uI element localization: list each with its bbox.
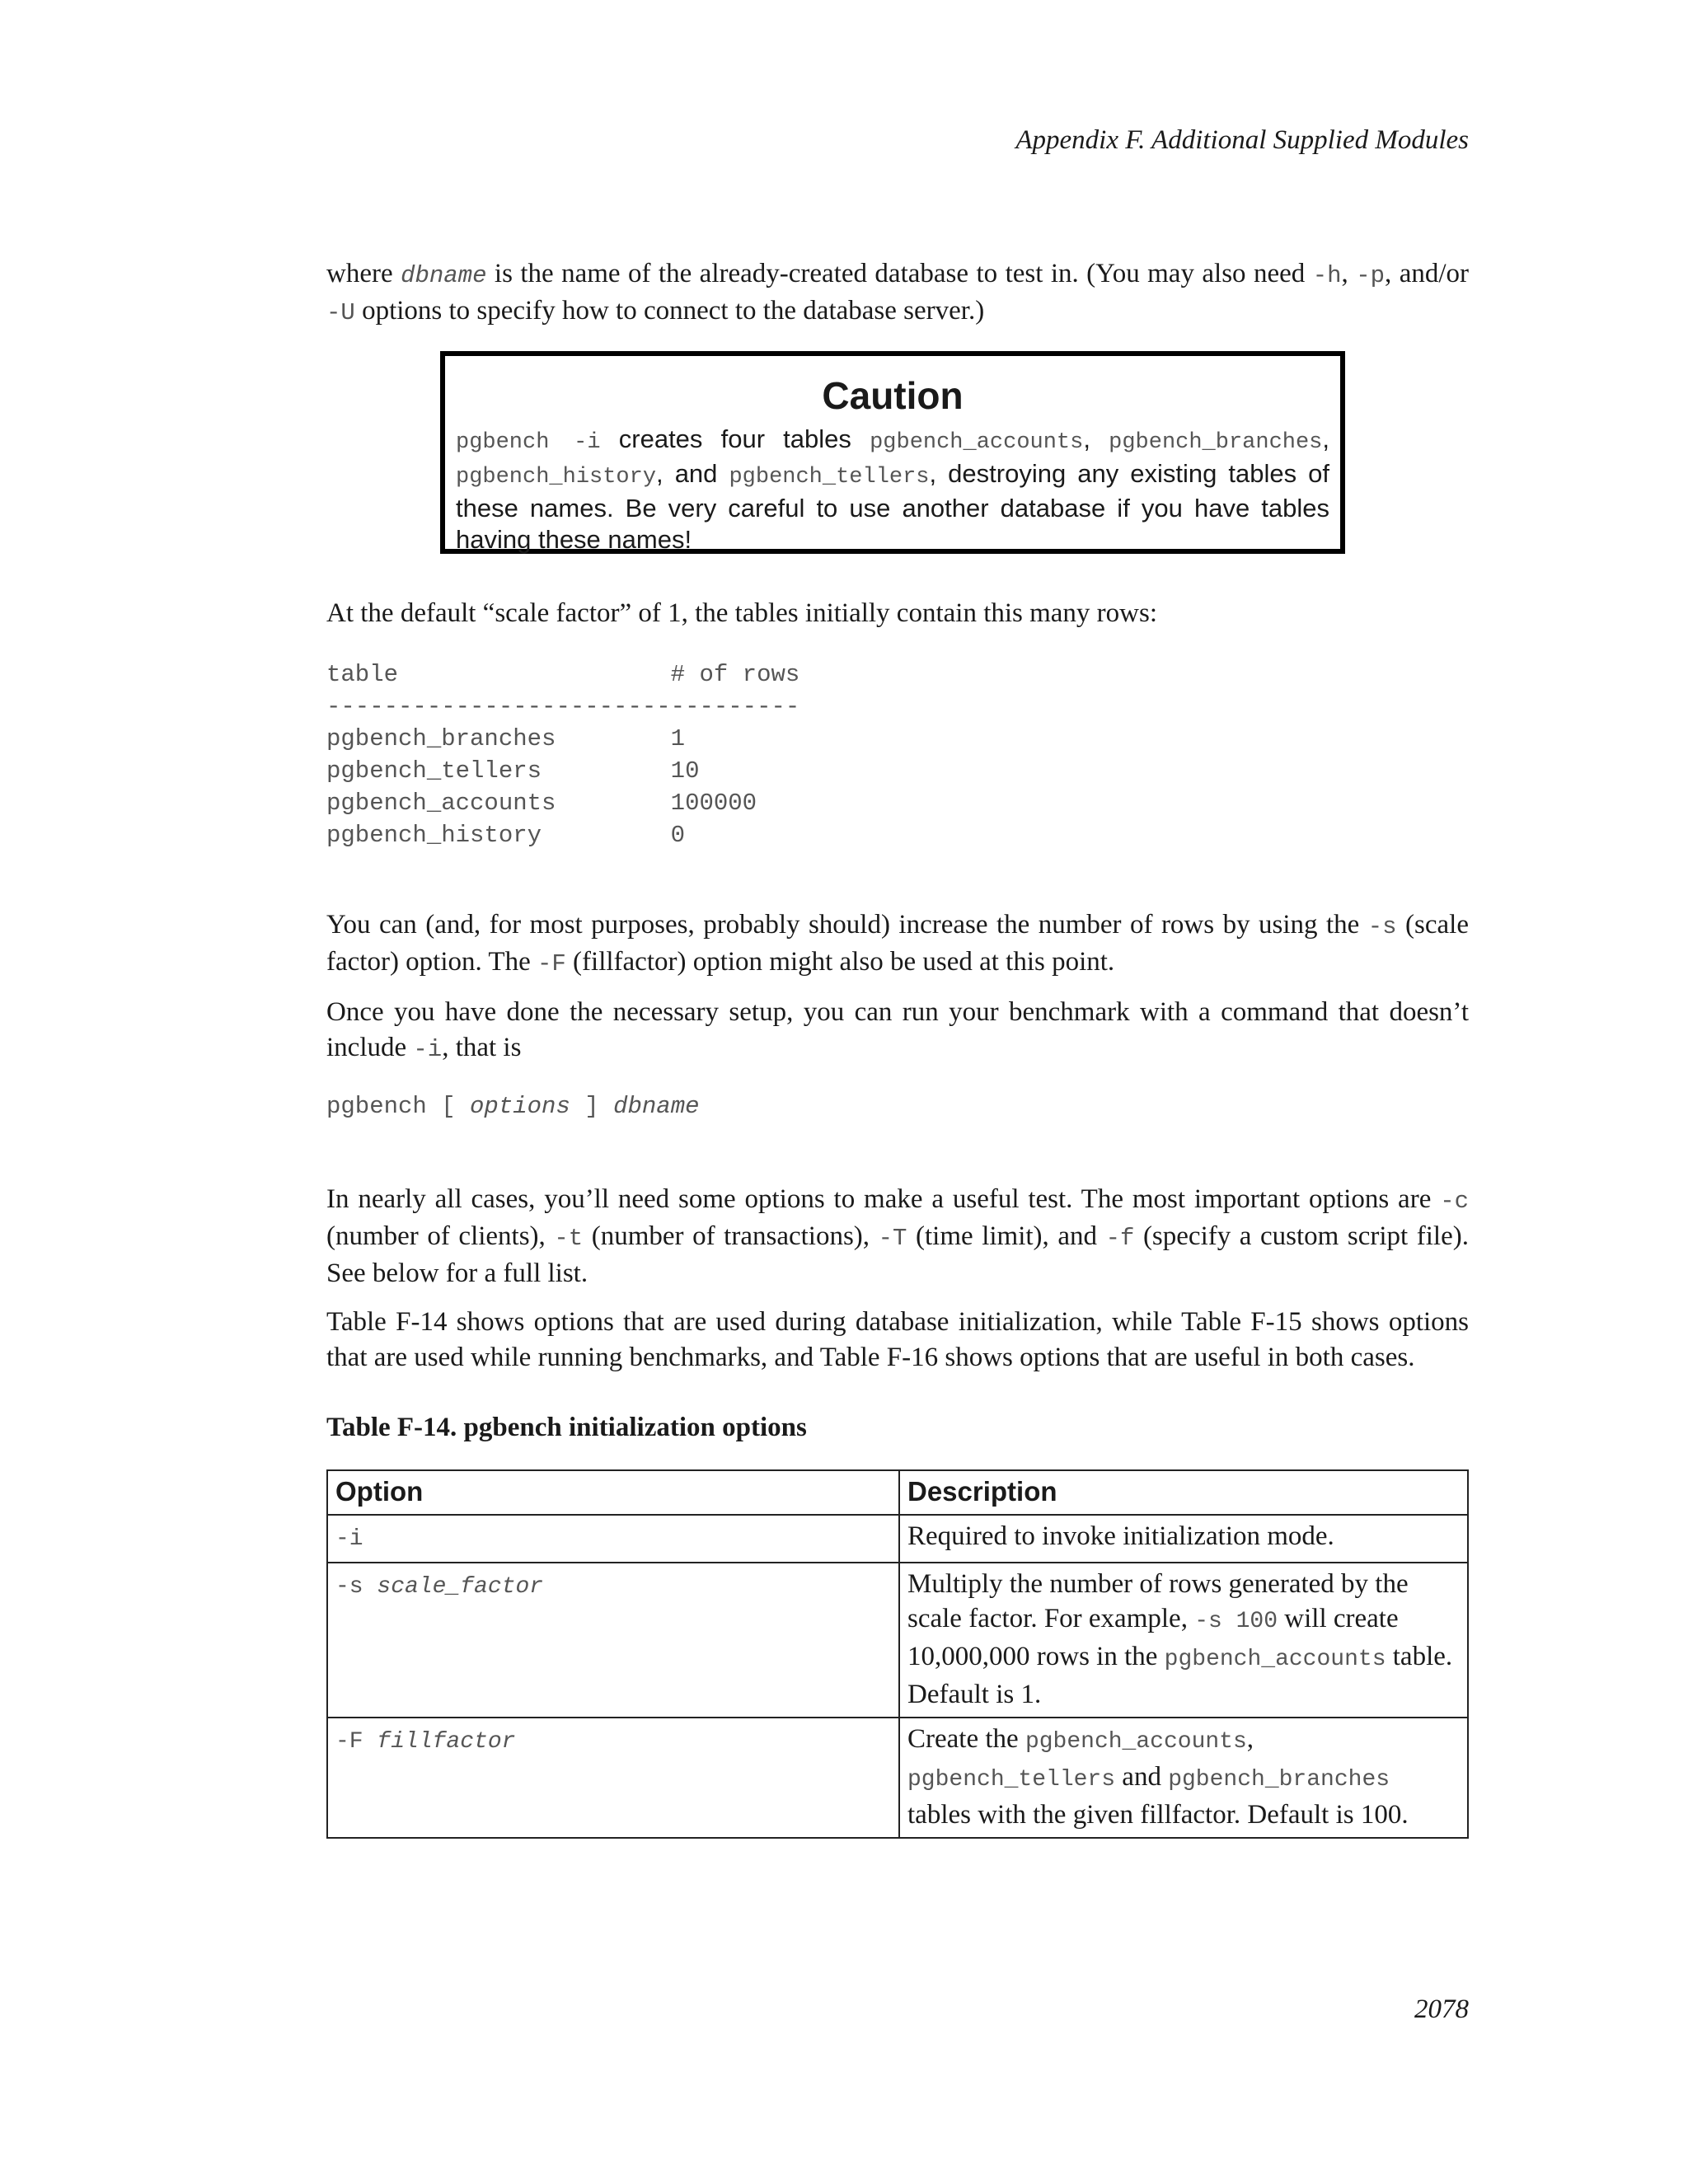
option-argument: fillfactor	[377, 1729, 516, 1755]
code-example: -s 100	[1194, 1609, 1278, 1634]
text: ,	[1341, 259, 1357, 288]
text: will create 10,000,000 rows in the	[907, 1604, 1399, 1671]
listing-row: pgbench_branches 1	[326, 725, 686, 752]
description-cell	[899, 1515, 1468, 1563]
column-header-option: Option	[327, 1470, 899, 1515]
text: and	[1115, 1762, 1169, 1792]
option-t: -t	[554, 1225, 584, 1252]
option-F: -F	[537, 950, 566, 977]
paragraph-dbname	[326, 256, 1469, 330]
text: ,	[1083, 424, 1109, 453]
option-flag: -s	[335, 1574, 377, 1600]
paragraph-increase-rows	[326, 907, 1469, 982]
paragraph-scale-factor: At the default “scale factor” of 1, the tables initially contain this many rows:	[326, 598, 1158, 628]
text: Multiply the number of rows generated by the scale factor. For example,	[907, 1569, 1409, 1633]
column-header-description: Description	[899, 1470, 1468, 1515]
text: (scale factor) option. The	[326, 910, 1469, 977]
table-header-row	[327, 1470, 1468, 1515]
rows-listing	[326, 658, 799, 851]
text: tables with the given fillfactor. Default is 100.	[907, 1800, 1409, 1830]
option-U: -U	[326, 299, 355, 326]
option-flag: -i	[335, 1526, 363, 1552]
text: You can (and, for most purposes, probably should) increase the number of rows by using the	[326, 910, 1368, 940]
caution-box	[440, 351, 1345, 554]
text: Create the	[907, 1724, 1025, 1754]
description-cell	[899, 1563, 1468, 1718]
synopsis-bracket: ]	[570, 1093, 614, 1120]
pgbench-init-command: pgbench -i	[456, 430, 601, 455]
text: is the name of the already-created database to test in. (You may also need	[486, 259, 1313, 288]
paragraph-tables-overview: Table F-14 shows options that are used during database initialization, while Table F-15 shows options that are used while running benchmarks, and Table F-16 shows options that are useful in both cases.	[326, 1307, 1469, 1372]
text: ,	[1322, 424, 1330, 453]
synopsis-options: options	[470, 1093, 570, 1120]
text: , and	[656, 459, 729, 488]
synopsis	[326, 1090, 700, 1122]
text: ,	[1246, 1724, 1254, 1754]
text: (fillfactor) option might also be used at this point.	[565, 947, 1115, 977]
text: Once you have done the necessary setup, you can run your benchmark with a command that doesn’t include	[326, 997, 1469, 1062]
option-p: -p	[1356, 262, 1386, 289]
table-row	[327, 1718, 1468, 1838]
option-c: -c	[1440, 1188, 1469, 1215]
dbname-placeholder: dbname	[401, 262, 487, 289]
table-name: pgbench_history	[456, 465, 657, 490]
text: , that is	[442, 1033, 522, 1062]
running-header: Appendix F. Additional Supplied Modules	[1015, 125, 1469, 155]
listing-row: pgbench_tellers 10	[326, 757, 700, 785]
text: creates four tables	[600, 424, 870, 453]
table-name: pgbench_accounts	[870, 430, 1084, 455]
option-flag: -F	[335, 1729, 377, 1755]
listing-row: pgbench_history 0	[326, 822, 686, 849]
option-h: -h	[1312, 262, 1342, 289]
text: , and/or	[1385, 259, 1470, 288]
page-number: 2078	[1414, 1994, 1469, 2024]
option-argument: scale_factor	[377, 1574, 544, 1600]
table-row	[327, 1515, 1468, 1563]
option-i: -i	[413, 1036, 443, 1063]
table-name: pgbench_accounts	[1164, 1647, 1386, 1672]
text: options to specify how to connect to the database server.)	[354, 296, 985, 326]
table-name: pgbench_branches	[1109, 430, 1323, 455]
caution-title: Caution	[822, 374, 964, 417]
option-s: -s	[1367, 913, 1397, 940]
text: Required to invoke initialization mode.	[907, 1521, 1334, 1551]
text: where	[326, 259, 401, 288]
table-row	[327, 1563, 1468, 1718]
table-name: pgbench_branches	[1168, 1767, 1390, 1793]
table-name: pgbench_tellers	[729, 465, 930, 490]
text: In nearly all cases, you’ll need some options to make a useful test. The most important options are	[326, 1184, 1441, 1214]
text: (number of transactions),	[583, 1221, 879, 1251]
text: (time limit), and	[907, 1221, 1106, 1251]
table-caption: Table F-14. pgbench initialization options	[326, 1413, 807, 1442]
option-f: -f	[1105, 1225, 1135, 1252]
option-cell	[327, 1718, 899, 1838]
caution-body	[456, 424, 1329, 555]
paragraph-run-benchmark	[326, 995, 1469, 1067]
text: table. Default is 1.	[907, 1642, 1453, 1709]
synopsis-command: pgbench [	[326, 1093, 471, 1120]
paragraph-important-options	[326, 1182, 1469, 1291]
synopsis-dbname: dbname	[613, 1093, 700, 1120]
text: (specify a custom script file). See below for a full list.	[326, 1221, 1469, 1288]
options-table	[326, 1469, 1469, 1839]
table-name: pgbench_accounts	[1025, 1729, 1247, 1755]
listing-row: pgbench_accounts 100000	[326, 790, 757, 817]
option-cell	[327, 1515, 899, 1563]
listing-divider: ---------------------------------	[326, 693, 800, 720]
text: , destroying any existing tables of these names. Be very careful to use another database if you have tables having these names!	[456, 459, 1330, 554]
listing-header: table # of rows	[326, 661, 800, 688]
option-cell	[327, 1563, 899, 1718]
option-T: -T	[878, 1225, 907, 1252]
text: (number of clients),	[326, 1221, 555, 1251]
description-cell	[899, 1718, 1468, 1838]
table-name: pgbench_tellers	[907, 1767, 1116, 1793]
